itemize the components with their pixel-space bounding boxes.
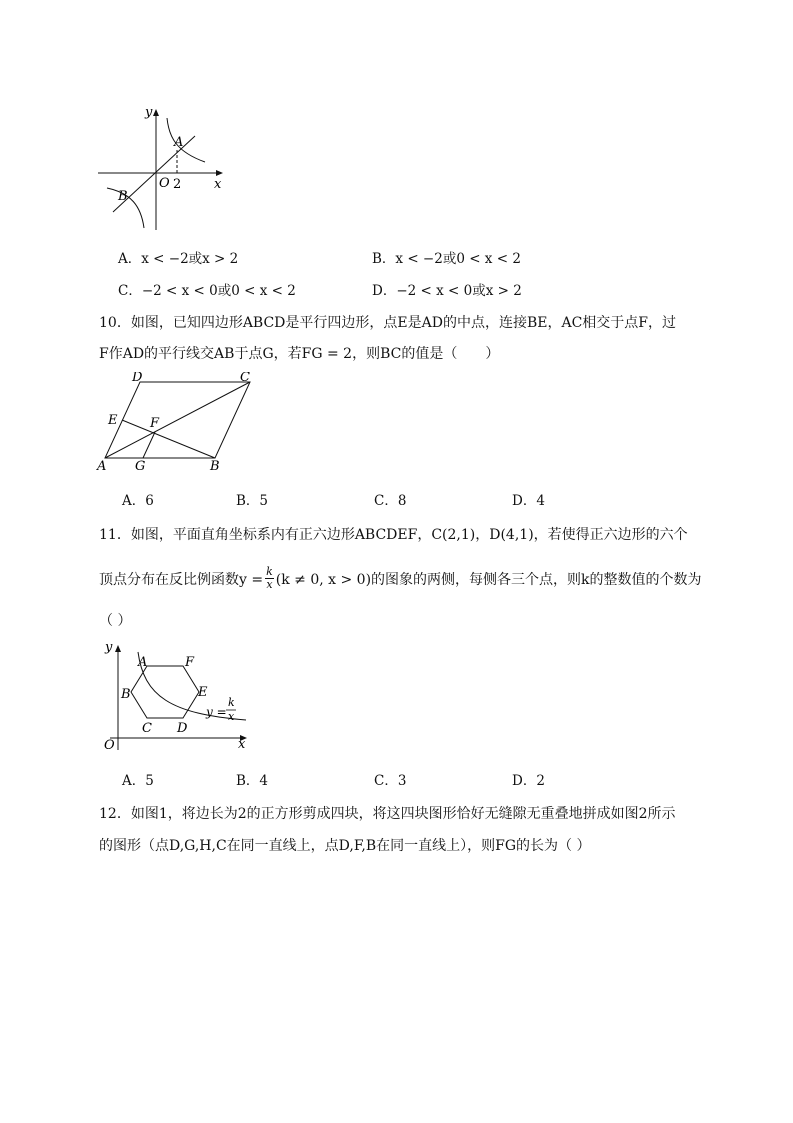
y-axis-arrow	[153, 109, 159, 116]
q11-stem-line1: 11．如图，平面直角坐标系内有正六边形ABCDEF，C(2,1)，D(4,1)，若使得正六边形的六个	[99, 527, 688, 543]
point-A-label: A	[174, 135, 184, 150]
vertex-C-label: C	[142, 721, 152, 736]
origin-label: O	[104, 738, 115, 753]
x-axis-label: x	[238, 737, 246, 752]
q11-line2-prefix: 顶点分布在反比例函数y =	[99, 571, 264, 588]
tick-label-2: 2	[173, 177, 182, 192]
point-B-label: B	[118, 189, 128, 204]
q11-option-b: B．4	[236, 773, 269, 789]
point-C-label: C	[240, 372, 250, 385]
y-axis-arrow	[115, 645, 121, 652]
q11-fraction-numerator: k	[266, 565, 273, 578]
x-axis-arrow	[216, 170, 223, 176]
q9-option-c: C．−2 < x < 0或0 < x < 2	[118, 283, 296, 299]
q9-option-b: B．x < −2或0 < x < 2	[372, 251, 521, 267]
q10-parallelogram-figure	[95, 372, 265, 472]
q11-stem-line2	[99, 566, 702, 591]
curve-label-x: x	[228, 710, 235, 723]
q10-option-b: B．5	[236, 493, 269, 509]
vertex-D-label: D	[177, 721, 188, 736]
point-G-label: G	[135, 459, 146, 472]
q10-option-c: C．8	[374, 493, 407, 509]
q9-graph	[95, 100, 235, 235]
point-A-label: A	[97, 459, 107, 472]
point-E-label: E	[108, 413, 118, 428]
point-B-label: B	[210, 459, 220, 472]
q10-stem-line1: 10．如图，已知四边形ABCD是平行四边形，点E是AD的中点，连接BE，AC相交于点F，过	[99, 315, 677, 331]
curve-label-k: k	[228, 696, 235, 709]
q11-line2-suffix: (k ≠ 0, x > 0)的图象的两侧，每侧各三个点，则k的整数值的个数为	[275, 571, 702, 588]
segment-AC	[105, 382, 250, 458]
x-axis-label: x	[214, 177, 222, 192]
q11-option-d: D．2	[512, 773, 545, 789]
vertex-A-label: A	[138, 655, 148, 670]
hyperbola-branch-q1	[167, 118, 205, 162]
q11-option-a: A．5	[122, 773, 154, 789]
q11-option-c: C．3	[374, 773, 407, 789]
q11-fraction	[265, 566, 274, 591]
vertex-E-label: E	[198, 685, 208, 700]
curve-label: y =	[206, 705, 227, 719]
q11-stem-line3: （ ）	[99, 613, 132, 629]
q11-fraction-denominator: x	[266, 578, 273, 591]
q12-stem-line2: 的图形（点D,G,H,C在同一直线上，点D,F,B在同一直线上），则FG的长为（ ）	[99, 838, 591, 854]
y-axis-label: y	[145, 105, 153, 120]
q10-option-d: D．4	[512, 493, 545, 509]
segment-BE	[122, 420, 215, 458]
y-axis-label: y	[105, 640, 113, 655]
q12-stem-line1: 12．如图1，将边长为2的正方形剪成四块，将这四块图形恰好无缝隙无重叠地拼成如图2所示	[99, 806, 676, 822]
origin-label: O	[159, 176, 170, 191]
point-F-label: F	[150, 416, 160, 431]
vertex-F-label: F	[185, 655, 195, 670]
q10-stem-line2: F作AD的平行线交AB于点G，若FG = 2，则BC的值是（ ）	[99, 346, 500, 362]
q11-hexagon-figure	[98, 636, 258, 756]
vertex-B-label: B	[121, 687, 131, 702]
q9-option-d: D．−2 < x < 0或x > 2	[372, 283, 522, 299]
q9-option-a: A．x < −2或x > 2	[118, 251, 239, 267]
point-D-label: D	[132, 372, 143, 385]
q10-option-a: A．6	[122, 493, 154, 509]
segment-FG	[143, 432, 155, 458]
